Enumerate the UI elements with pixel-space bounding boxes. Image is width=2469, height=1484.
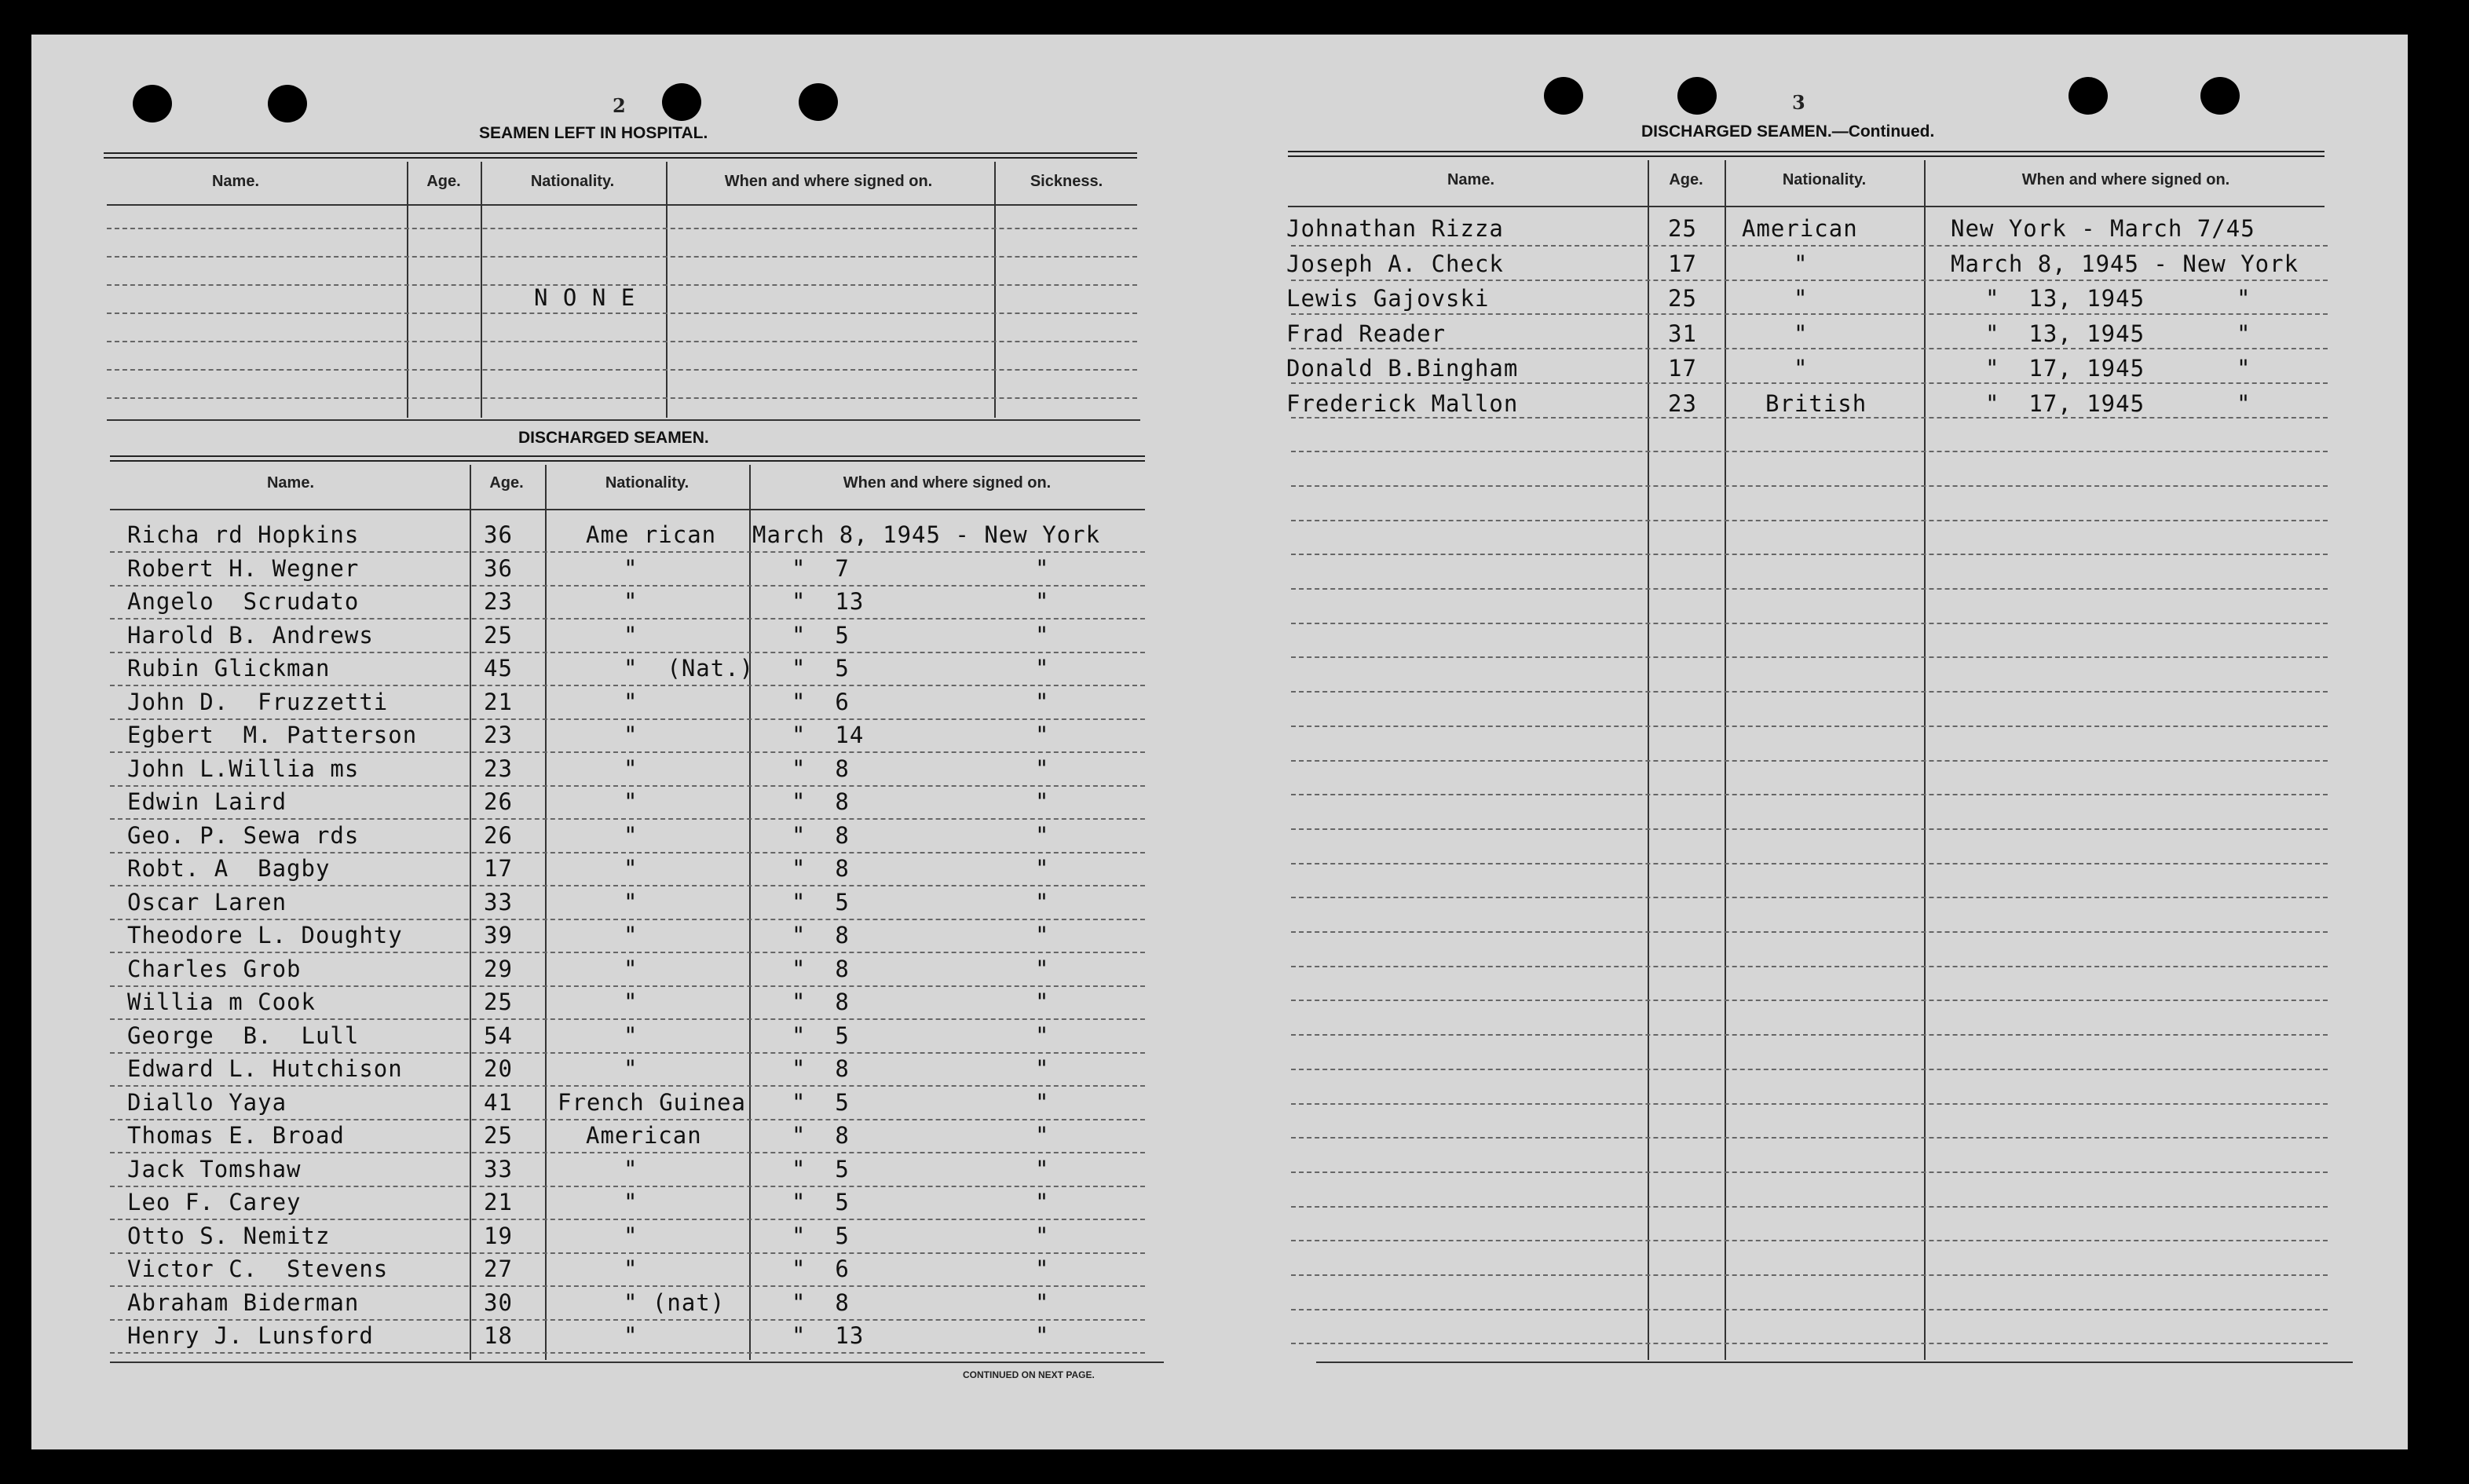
signed-on-date: " 5 — [792, 622, 850, 649]
signed-on-place: " — [1035, 588, 1050, 615]
seaman-age: 25 — [484, 1122, 513, 1149]
ruled-line — [110, 685, 1145, 686]
seaman-age: 45 — [484, 655, 513, 682]
seaman-nationality: British — [1765, 390, 1867, 417]
seaman-age: 23 — [484, 588, 513, 615]
seaman-name: Theodore L. Doughty — [127, 922, 403, 949]
signed-on-place: " — [1035, 1055, 1050, 1082]
signed-on-date: " 8 — [792, 1055, 850, 1082]
seaman-name: Otto S. Nemitz — [127, 1223, 331, 1249]
signed-on-date: " 14 — [792, 722, 865, 748]
seaman-age: 39 — [484, 922, 513, 949]
hospital-col-name: Name. — [211, 173, 260, 190]
punch-hole — [662, 83, 701, 121]
punch-hole — [799, 83, 838, 121]
seaman-name: Frad Reader — [1286, 320, 1447, 347]
seaman-age: 21 — [484, 1189, 513, 1215]
seaman-name: Victor C. Stevens — [127, 1256, 389, 1282]
ruled-line — [1291, 348, 2328, 349]
ruled-line — [1291, 382, 2328, 384]
ruled-line — [1291, 451, 2328, 452]
right-section-title: DISCHARGED SEAMEN.—Continued. — [1641, 122, 1935, 141]
ruled-line — [110, 1319, 1145, 1321]
ruled-line — [107, 256, 1137, 258]
signed-on-date: " 8 — [792, 922, 850, 949]
continued-note: CONTINUED ON NEXT PAGE. — [963, 1369, 1095, 1380]
seaman-nationality: " — [624, 788, 638, 815]
seaman-nationality: " — [624, 1322, 638, 1349]
ruled-line — [1291, 1240, 2328, 1241]
ruled-line — [110, 1285, 1145, 1287]
signed-on-place: " — [1035, 1256, 1050, 1282]
signed-on-date: New York - March 7/45 — [1951, 215, 2255, 242]
ruled-line — [1291, 1069, 2328, 1070]
seaman-age: 20 — [484, 1055, 513, 1082]
discharged-col-when-where: When and where signed on. — [843, 474, 1052, 492]
seaman-name: Willia m Cook — [127, 989, 316, 1015]
seaman-age: 26 — [484, 788, 513, 815]
header-rule — [1288, 206, 2325, 207]
hospital-col-age: Age. — [426, 173, 461, 190]
seaman-nationality: " — [624, 889, 638, 916]
ruled-line — [1291, 417, 2328, 419]
signed-on-place: " — [1035, 689, 1050, 715]
seaman-nationality: " — [624, 855, 638, 882]
ruled-line — [1291, 1343, 2328, 1344]
right-col-age: Age. — [1669, 171, 1703, 188]
seaman-nationality: " — [1794, 355, 1809, 382]
seaman-nationality: " — [1794, 250, 1809, 277]
ruled-line — [1291, 554, 2328, 555]
signed-on-date: " 8 — [792, 989, 850, 1015]
seaman-age: 29 — [484, 956, 513, 982]
signed-on-place: " — [1035, 1289, 1050, 1316]
seaman-name: Edward L. Hutchison — [127, 1055, 403, 1082]
ruled-line — [110, 751, 1145, 753]
ruled-line — [1291, 828, 2328, 830]
ruled-line — [1291, 1000, 2328, 1001]
signed-on-place: " — [1035, 1223, 1050, 1249]
ruled-line — [110, 818, 1145, 820]
ruled-line — [1291, 1171, 2328, 1173]
seaman-nationality: " — [624, 1256, 638, 1282]
signed-on-date: " 5 — [792, 655, 850, 682]
bottom-rule — [1316, 1362, 2353, 1363]
seaman-name: Egbert M. Patterson — [127, 722, 418, 748]
signed-on-date: " 17, 1945 — [1985, 390, 2145, 417]
punch-hole — [1544, 77, 1583, 115]
ruled-line — [1291, 280, 2328, 281]
ruled-line — [110, 785, 1145, 787]
seaman-nationality: " (nat) — [624, 1289, 726, 1316]
ruled-line — [110, 551, 1145, 553]
seaman-age: 23 — [484, 722, 513, 748]
ruled-line — [110, 1152, 1145, 1153]
seaman-name: Leo F. Carey — [127, 1189, 302, 1215]
ruled-line — [107, 369, 1137, 371]
seaman-age: 33 — [484, 889, 513, 916]
signed-on-date: " 8 — [792, 822, 850, 849]
ruled-line — [1291, 691, 2328, 693]
hospital-col-nationality: Nationality. — [530, 173, 615, 190]
seaman-age: 25 — [484, 989, 513, 1015]
discharged-section-title: DISCHARGED SEAMEN. — [518, 429, 709, 447]
section-rule — [1288, 151, 2325, 157]
bottom-rule — [110, 1362, 1164, 1363]
signed-on-date: March 8, 1945 - New York — [752, 521, 1101, 548]
seaman-age: 17 — [1668, 250, 1697, 277]
signed-on-place: " — [2237, 355, 2251, 382]
column-divider — [545, 465, 547, 1360]
signed-on-place: " — [1035, 989, 1050, 1015]
ruled-line — [1291, 1309, 2328, 1310]
ruled-line — [1291, 1274, 2328, 1276]
seaman-name: Lewis Gajovski — [1286, 285, 1490, 312]
seaman-name: Frederick Mallon — [1286, 390, 1519, 417]
seaman-nationality: " — [624, 989, 638, 1015]
ruled-line — [1291, 485, 2328, 487]
seaman-name: Angelo Scrudato — [127, 588, 360, 615]
ruled-line — [110, 585, 1145, 587]
seaman-age: 21 — [484, 689, 513, 715]
seaman-name: Johnathan Rizza — [1286, 215, 1504, 242]
seaman-name: Richa rd Hopkins — [127, 521, 360, 548]
signed-on-place: " — [1035, 956, 1050, 982]
ruled-line — [1291, 313, 2328, 315]
seaman-age: 31 — [1668, 320, 1697, 347]
ruled-line — [110, 852, 1145, 853]
signed-on-place: " — [1035, 822, 1050, 849]
left-page-number: 2 — [613, 94, 626, 117]
signed-on-date: " 13 — [792, 588, 865, 615]
seaman-age: 26 — [484, 822, 513, 849]
seaman-age: 54 — [484, 1022, 513, 1049]
signed-on-date: " 8 — [792, 1122, 850, 1149]
seaman-age: 17 — [1668, 355, 1697, 382]
punch-hole — [1677, 77, 1717, 115]
seaman-nationality: " — [624, 1055, 638, 1082]
signed-on-date: " 5 — [792, 889, 850, 916]
seaman-nationality: American — [1742, 215, 1858, 242]
signed-on-date: " 8 — [792, 956, 850, 982]
ruled-line — [1291, 623, 2328, 624]
seaman-nationality: " — [1794, 285, 1809, 312]
signed-on-date: " 5 — [792, 1189, 850, 1215]
right-page-number: 3 — [1792, 91, 1805, 114]
ruled-line — [1291, 656, 2328, 658]
ruled-line — [1291, 1034, 2328, 1036]
signed-on-place: " — [2237, 390, 2251, 417]
signed-on-place: " — [1035, 1189, 1050, 1215]
ruled-line — [110, 885, 1145, 886]
section-rule — [110, 455, 1145, 462]
ruled-line — [1291, 1137, 2328, 1139]
ruled-line — [107, 228, 1137, 229]
section-rule — [107, 419, 1140, 421]
signed-on-date: " 5 — [792, 1223, 850, 1249]
ruled-line — [110, 1352, 1145, 1354]
seaman-nationality: " — [624, 822, 638, 849]
seaman-age: 18 — [484, 1322, 513, 1349]
ruled-line — [1291, 863, 2328, 864]
discharged-col-name: Name. — [266, 474, 315, 492]
seaman-age: 23 — [484, 755, 513, 782]
hospital-none-entry: N O N E — [534, 284, 636, 311]
seaman-nationality: " — [1794, 320, 1809, 347]
seaman-nationality: American — [586, 1122, 702, 1149]
seaman-name: Donald B.Bingham — [1286, 355, 1519, 382]
seaman-nationality: " (Nat.) — [624, 655, 755, 682]
seaman-name: Diallo Yaya — [127, 1089, 287, 1116]
signed-on-date: " 5 — [792, 1022, 850, 1049]
column-divider — [666, 162, 668, 418]
ruled-line — [1291, 794, 2328, 795]
signed-on-date: " 13, 1945 — [1985, 285, 2145, 312]
seaman-name: Edwin Laird — [127, 788, 287, 815]
seaman-name: Oscar Laren — [127, 889, 287, 916]
seaman-age: 19 — [484, 1223, 513, 1249]
ruled-line — [1291, 588, 2328, 590]
right-col-nationality: Nationality. — [1782, 171, 1867, 188]
ruled-line — [110, 1219, 1145, 1220]
seaman-nationality: Ame rican — [586, 521, 717, 548]
signed-on-date: " 13, 1945 — [1985, 320, 2145, 347]
seaman-name: Abraham Biderman — [127, 1289, 360, 1316]
seaman-nationality: " — [624, 956, 638, 982]
signed-on-place: " — [1035, 555, 1050, 582]
column-divider — [407, 162, 408, 418]
seaman-nationality: " — [624, 689, 638, 715]
seaman-nationality: " — [624, 922, 638, 949]
seaman-nationality: " — [624, 1156, 638, 1182]
signed-on-date: " 17, 1945 — [1985, 355, 2145, 382]
signed-on-place: " — [1035, 755, 1050, 782]
ruled-line — [110, 1119, 1145, 1120]
ruled-line — [110, 1052, 1145, 1054]
seaman-name: Robert H. Wegner — [127, 555, 360, 582]
signed-on-date: " 7 — [792, 555, 850, 582]
signed-on-date: " 6 — [792, 1256, 850, 1282]
signed-on-date: March 8, 1945 - New York — [1951, 250, 2299, 277]
seaman-name: Robt. A Bagby — [127, 855, 331, 882]
signed-on-date: " 8 — [792, 788, 850, 815]
seaman-age: 30 — [484, 1289, 513, 1316]
column-divider — [749, 465, 751, 1360]
signed-on-date: " 13 — [792, 1322, 865, 1349]
ruled-line — [110, 1252, 1145, 1254]
ruled-line — [110, 985, 1145, 987]
hospital-col-sickness: Sickness. — [1030, 173, 1103, 190]
seaman-age: 25 — [1668, 285, 1697, 312]
seaman-nationality: " — [624, 722, 638, 748]
seaman-age: 41 — [484, 1089, 513, 1116]
ruled-line — [110, 652, 1145, 653]
seaman-name: Jack Tomshaw — [127, 1156, 302, 1182]
signed-on-place: " — [1035, 889, 1050, 916]
seaman-age: 36 — [484, 555, 513, 582]
ruled-line — [1291, 966, 2328, 967]
signed-on-place: " — [2237, 320, 2251, 347]
signed-on-date: " 5 — [792, 1156, 850, 1182]
signed-on-place: " — [1035, 1122, 1050, 1149]
seaman-age: 17 — [484, 855, 513, 882]
signed-on-place: " — [1035, 722, 1050, 748]
seaman-age: 25 — [1668, 215, 1697, 242]
seaman-age: 23 — [1668, 390, 1697, 417]
ruled-line — [110, 1018, 1145, 1020]
ruled-line — [1291, 760, 2328, 762]
ruled-line — [110, 718, 1145, 720]
seaman-nationality: " — [624, 1223, 638, 1249]
signed-on-date: " 8 — [792, 1289, 850, 1316]
signed-on-date: " 6 — [792, 689, 850, 715]
ruled-line — [1291, 245, 2328, 247]
seaman-nationality: " — [624, 755, 638, 782]
seaman-age: 36 — [484, 521, 513, 548]
column-divider — [481, 162, 482, 418]
seaman-nationality: " — [624, 1189, 638, 1215]
seaman-nationality: " — [624, 555, 638, 582]
punch-hole — [133, 85, 172, 122]
signed-on-place: " — [1035, 1322, 1050, 1349]
seaman-name: Harold B. Andrews — [127, 622, 374, 649]
ruled-line — [107, 341, 1137, 342]
signed-on-place: " — [1035, 655, 1050, 682]
signed-on-place: " — [1035, 1022, 1050, 1049]
ruled-line — [1291, 931, 2328, 933]
ruled-line — [1291, 726, 2328, 727]
seaman-age: 25 — [484, 622, 513, 649]
signed-on-place: " — [1035, 622, 1050, 649]
punch-hole — [268, 85, 307, 122]
ruled-line — [110, 919, 1145, 920]
column-divider — [994, 162, 996, 418]
right-col-name: Name. — [1447, 171, 1495, 188]
discharged-col-age: Age. — [489, 474, 524, 492]
seaman-nationality: French Guinea — [558, 1089, 746, 1116]
ruled-line — [107, 313, 1137, 314]
discharged-col-nationality: Nationality. — [605, 474, 689, 492]
seaman-name: Joseph A. Check — [1286, 250, 1504, 277]
seaman-age: 27 — [484, 1256, 513, 1282]
hospital-col-when-where: When and where signed on. — [724, 173, 933, 190]
signed-on-place: " — [1035, 922, 1050, 949]
signed-on-place: " — [2237, 285, 2251, 312]
ruled-line — [1291, 1103, 2328, 1105]
header-rule — [110, 509, 1145, 510]
seaman-age: 33 — [484, 1156, 513, 1182]
ruled-line — [110, 1085, 1145, 1087]
seaman-name: John D. Fruzzetti — [127, 689, 389, 715]
seaman-name: Rubin Glickman — [127, 655, 331, 682]
ruled-line — [1291, 520, 2328, 521]
seaman-name: Charles Grob — [127, 956, 302, 982]
seaman-nationality: " — [624, 622, 638, 649]
section-rule — [104, 152, 1137, 159]
punch-hole — [2200, 77, 2240, 115]
signed-on-place: " — [1035, 1089, 1050, 1116]
seaman-nationality: " — [624, 1022, 638, 1049]
ruled-line — [107, 397, 1137, 399]
ruled-line — [110, 1186, 1145, 1187]
ruled-line — [1291, 897, 2328, 898]
header-rule — [107, 204, 1137, 206]
signed-on-date: " 8 — [792, 755, 850, 782]
column-divider — [470, 465, 471, 1360]
seaman-name: George B. Lull — [127, 1022, 360, 1049]
seaman-nationality: " — [624, 588, 638, 615]
seaman-name: Henry J. Lunsford — [127, 1322, 374, 1349]
hospital-section-title: SEAMEN LEFT IN HOSPITAL. — [479, 124, 708, 142]
right-col-when-where: When and where signed on. — [2021, 171, 2230, 188]
ruled-line — [110, 618, 1145, 620]
seaman-name: Thomas E. Broad — [127, 1122, 345, 1149]
punch-hole — [2068, 77, 2108, 115]
ruled-line — [1291, 1206, 2328, 1208]
signed-on-place: " — [1035, 855, 1050, 882]
seaman-name: John L.Willia ms — [127, 755, 360, 782]
signed-on-place: " — [1035, 1156, 1050, 1182]
signed-on-place: " — [1035, 788, 1050, 815]
seaman-name: Geo. P. Sewa rds — [127, 822, 360, 849]
signed-on-date: " 5 — [792, 1089, 850, 1116]
ruled-line — [110, 952, 1145, 953]
signed-on-date: " 8 — [792, 855, 850, 882]
